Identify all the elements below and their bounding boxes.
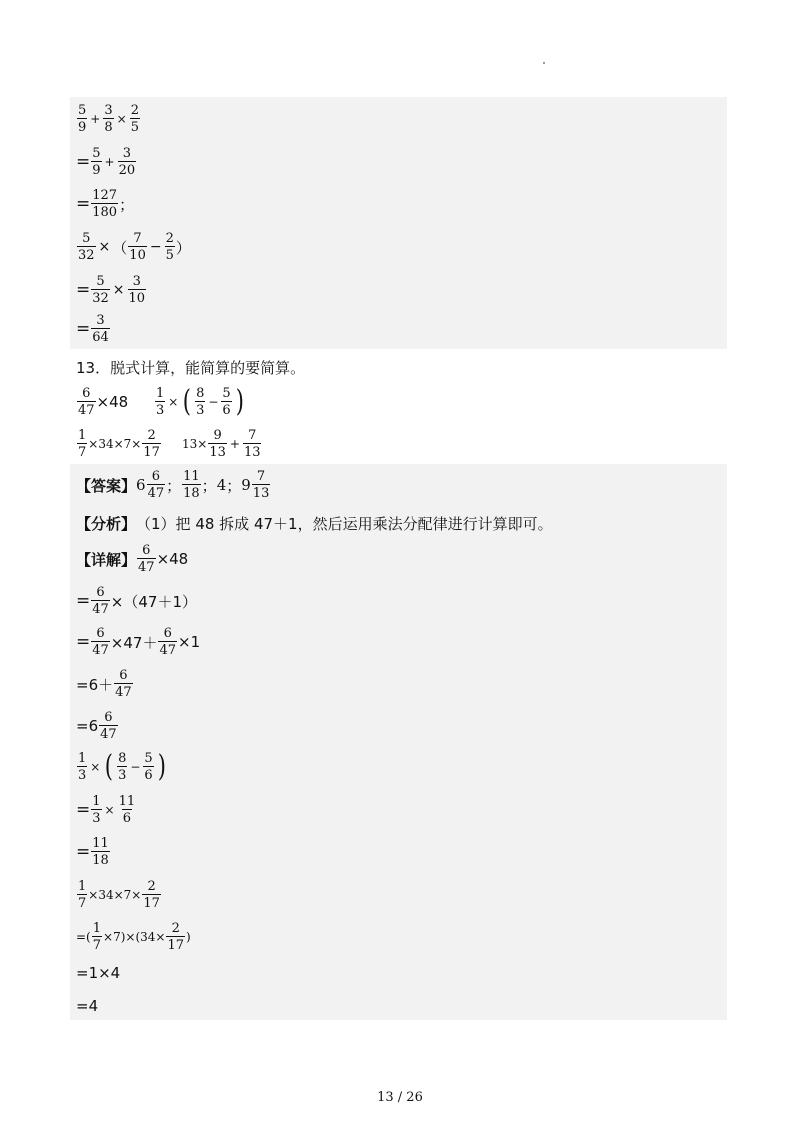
fraction: $\frac{3}{8}$	[104, 103, 113, 135]
product-text: ×7)×(34×	[103, 930, 166, 944]
times-sign: ×	[112, 282, 125, 298]
fraction: $\frac{5}{6}$	[222, 386, 231, 418]
times-sign: ×	[90, 760, 101, 774]
fraction: $\frac{127}{180}$	[92, 188, 118, 220]
fraction: $\frac{2}{17}$	[143, 428, 160, 460]
fraction: $\frac{3}{10}$	[128, 274, 146, 306]
minus-sign: −	[208, 395, 219, 409]
fraction: $\frac{6}{47}$	[159, 626, 176, 658]
fraction: $\frac{5}{9}$	[78, 103, 87, 135]
detail-line-12: =4	[76, 997, 99, 1015]
detail-line-8	[76, 832, 111, 872]
detail-line-6	[76, 747, 168, 787]
product-text: ×34×7×	[88, 888, 142, 902]
detail-line-3	[76, 622, 200, 662]
fraction: $\frac{3}{64}$	[92, 313, 109, 345]
problem-3	[76, 429, 182, 459]
question-problems-row-1	[76, 382, 246, 422]
problem-4	[182, 429, 262, 459]
fraction: $\frac{7}{10}$	[129, 231, 146, 263]
equals-sign: =	[76, 591, 91, 611]
fraction: $\frac{8}{3}$	[118, 751, 127, 783]
answer-line	[76, 465, 271, 505]
expression-text: =6＋	[76, 675, 114, 694]
fraction: $\frac{7}{13}$	[252, 469, 270, 501]
product-text: =(	[76, 930, 91, 944]
expression-text: ×47＋	[110, 633, 158, 652]
expression-text: =6	[76, 717, 99, 735]
equals-sign: =	[76, 800, 91, 820]
fraction: $\frac{1}{3}$	[156, 386, 165, 418]
expression-text: ×1	[178, 633, 201, 651]
equals-sign: =	[76, 194, 91, 214]
product-text: 13×	[182, 437, 208, 451]
minus-sign: −	[130, 760, 141, 774]
analysis-text: （1）把 48 拆成 47＋1，然后运用乘法分配律进行计算即可。	[136, 514, 553, 533]
fraction: $\frac{1}{3}$	[92, 794, 101, 826]
fraction: $\frac{1}{7}$	[78, 879, 87, 911]
times-sign: ×	[98, 239, 111, 255]
fraction: $\frac{2}{5}$	[165, 231, 174, 263]
answer-label: 【答案】	[76, 476, 137, 495]
separator: ；	[166, 476, 182, 495]
fraction: $\frac{5}{32}$	[92, 274, 109, 306]
question-title: 13．脱式计算，能简算的要简算。	[76, 358, 306, 377]
fraction: $\frac{11}{6}$	[118, 794, 136, 826]
left-paren: (	[105, 749, 114, 784]
equals-sign: =	[76, 152, 91, 172]
right-paren: )	[157, 749, 166, 784]
equals-sign: =	[76, 280, 91, 300]
fraction: $\frac{1}{7}$	[78, 428, 87, 460]
question-problems-row-2	[76, 424, 262, 464]
problem-1	[76, 387, 154, 417]
separator: ；	[226, 476, 242, 495]
fraction: $\frac{5}{6}$	[144, 751, 153, 783]
separator: ；	[201, 476, 217, 495]
expr-line-5	[76, 270, 147, 310]
fraction: $\frac{6}{47}$	[92, 626, 109, 658]
minus-sign: −	[149, 239, 162, 255]
fraction: $\frac{1}{3}$	[78, 751, 87, 783]
fraction: $\frac{5}{32}$	[78, 231, 95, 263]
detail-line-7	[76, 790, 137, 830]
fraction: $\frac{6}{47}$	[92, 585, 109, 617]
answer-value: 4	[216, 476, 227, 494]
fraction: $\frac{7}{13}$	[243, 428, 261, 460]
fraction: $\frac{2}{17}$	[167, 921, 185, 953]
equals-sign: =	[76, 632, 91, 652]
fraction: $\frac{11}{18}$	[92, 836, 109, 868]
fraction: $\frac{6}{47}$	[147, 469, 165, 501]
detail-line-10	[76, 917, 191, 957]
expr-line-4	[76, 227, 191, 267]
plus-sign: +	[104, 155, 115, 169]
expr-line-1	[76, 99, 141, 139]
page-speck	[543, 62, 545, 64]
solution-block-top	[70, 97, 727, 349]
expr-line-3	[76, 184, 134, 224]
right-paren: )	[235, 384, 244, 419]
product-text: )	[186, 930, 191, 944]
detail-line-11: =1×4	[76, 964, 121, 982]
semicolon: ；	[119, 195, 135, 214]
fraction: $\frac{2}{5}$	[130, 103, 139, 135]
times-sign: ×	[116, 112, 127, 126]
detail-line-9	[76, 875, 162, 915]
left-paren: (	[183, 384, 192, 419]
detail-label: 【详解】	[76, 550, 137, 569]
expression-text: ×（47＋1）	[110, 592, 197, 611]
fraction: $\frac{6}{47}$	[100, 710, 117, 742]
mixed-whole: 6	[136, 476, 146, 494]
times-sign: ×	[168, 395, 179, 409]
detail-line-5	[76, 706, 119, 746]
fraction: $\frac{9}{13}$	[209, 428, 226, 460]
mixed-whole: 9	[241, 476, 251, 494]
fraction: $\frac{3}{20}$	[118, 146, 136, 178]
fraction: $\frac{6}{47}$	[115, 668, 132, 700]
problem-2	[154, 384, 246, 419]
detail-line-4	[76, 664, 134, 704]
equals-sign: =	[76, 319, 91, 339]
times-48: ×48	[96, 393, 129, 411]
times-sign: ×	[104, 803, 115, 817]
fraction: $\frac{1}{7}$	[92, 921, 102, 953]
fraction: $\frac{8}{3}$	[196, 386, 205, 418]
expr-line-6	[76, 309, 111, 349]
plus-sign: +	[229, 437, 240, 451]
equals-sign: =	[76, 842, 91, 862]
analysis-line	[76, 503, 553, 543]
fraction: $\frac{2}{17}$	[143, 879, 160, 911]
analysis-label: 【分析】	[76, 514, 137, 533]
expr-line-2	[76, 142, 137, 182]
fraction: $\frac{11}{18}$	[183, 469, 200, 501]
fraction: $\frac{6}{47}$	[138, 543, 155, 575]
fraction: $\frac{5}{9}$	[92, 146, 101, 178]
fraction: $\frac{6}{47}$	[78, 386, 95, 418]
right-paren: ）	[175, 238, 191, 257]
plus-sign: +	[90, 112, 101, 126]
left-paren: （	[112, 238, 128, 257]
detail-line-1	[76, 539, 188, 579]
page-number: 13 / 26	[377, 1090, 423, 1105]
times-48: ×48	[156, 550, 189, 568]
product-text: ×34×7×	[88, 437, 142, 451]
detail-line-2	[76, 581, 197, 621]
